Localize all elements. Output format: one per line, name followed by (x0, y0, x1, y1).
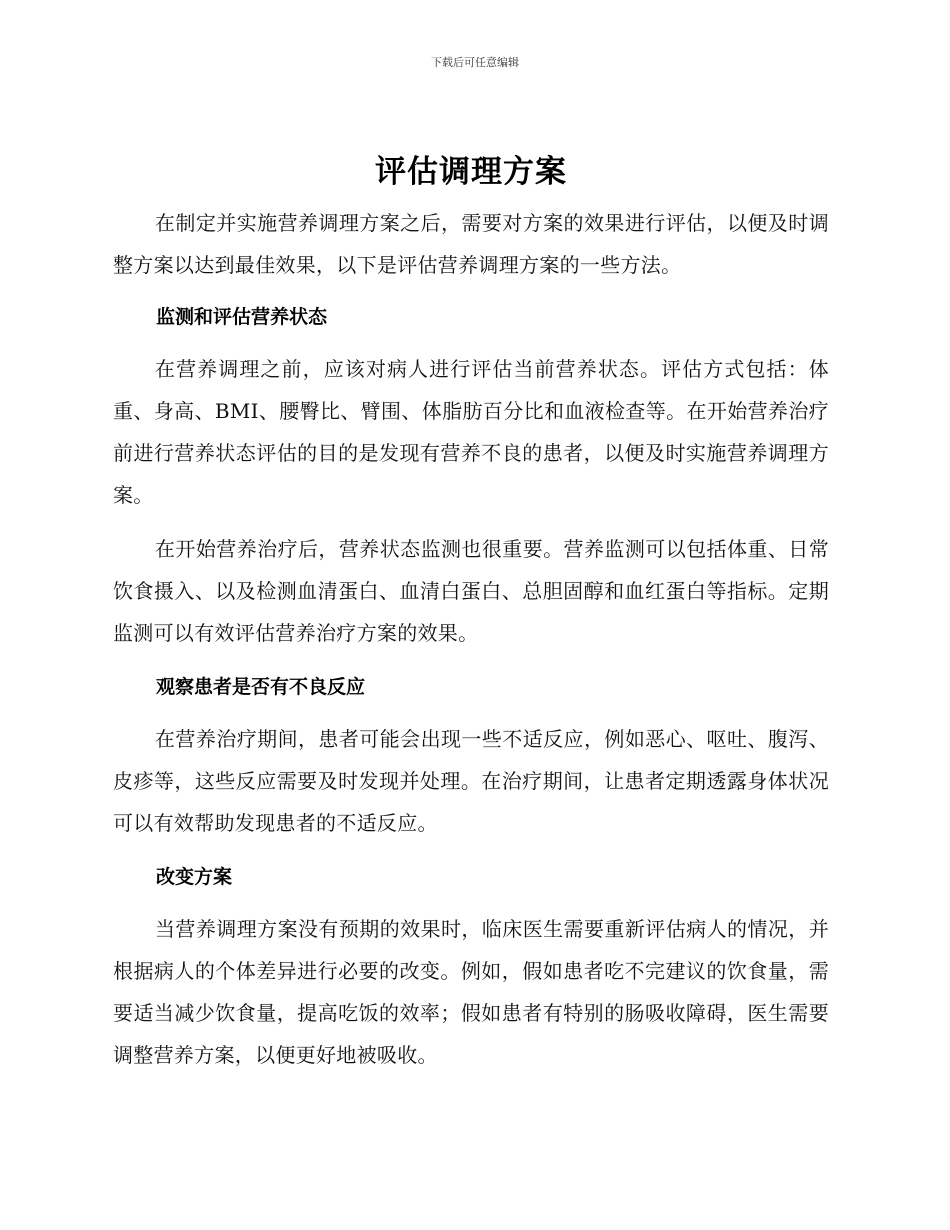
section-monitoring (113, 296, 829, 654)
section-paragraph: 在营养治疗期间，患者可能会出现一些不适反应，例如恶心、呕吐、腹泻、皮疹等，这些反应需要及时发现并处理。在治疗期间，让患者定期透露身体状况可以有效帮助发现患者的不适反应。 (113, 727, 829, 835)
section-heading: 观察患者是否有不良反应 (156, 676, 366, 698)
section-paragraph: 在开始营养治疗后，营养状态监测也很重要。营养监测可以包括体重、日常饮食摄入、以及检测血清蛋白、血清白蛋白、总胆固醇和血红蛋白等指标。定期监测可以有效评估营养治疗方案的效果。 (113, 537, 829, 645)
section-heading: 监测和评估营养状态 (156, 306, 328, 328)
section-heading: 改变方案 (156, 866, 233, 888)
section-paragraph: 在营养调理之前，应该对病人进行评估当前营养状态。评估方式包括：体重、身高、BMI、腰臀比、臂围、体脂肪百分比和血液检查等。在开始营养治疗前进行营养状态评估的目的是发现有营养不良的患者，以便及时实施营养调理方案。 (113, 357, 829, 507)
section-paragraph: 当营养调理方案没有预期的效果时，临床医生需要重新评估病人的情况，并根据病人的个体差异进行必要的改变。例如，假如患者吃不完建议的饮食量，需要适当减少饮食量，提高吃饭的效率；假如患者有特别的肠吸收障碍，医生需要调整营养方案，以便更好地被吸收。 (113, 917, 829, 1067)
section-adverse-reactions (113, 666, 829, 844)
document-body (113, 146, 829, 1076)
intro-paragraph: 在制定并实施营养调理方案之后，需要对方案的效果进行评估，以便及时调整方案以达到最佳效果，以下是评估营养调理方案的一些方法。 (113, 211, 829, 277)
page-title: 评估调理方案 (375, 154, 567, 190)
header-note: 下载后可任意编辑 (431, 56, 519, 69)
section-change-plan (113, 856, 829, 1076)
